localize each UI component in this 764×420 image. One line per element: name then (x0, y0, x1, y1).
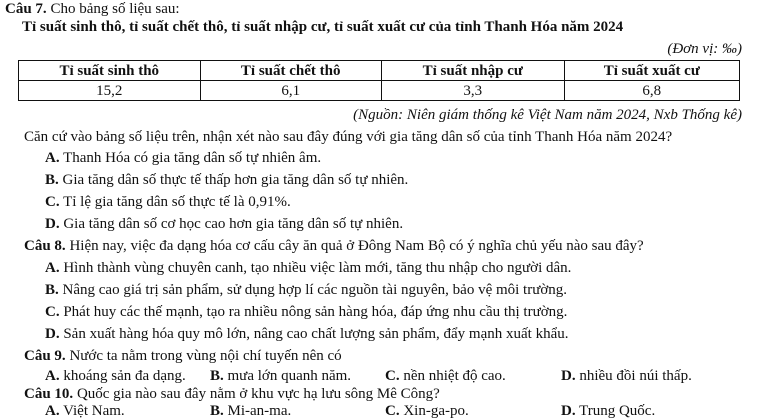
option-letter: C. (45, 194, 60, 210)
table-header-cell: Tỉ suất xuất cư (564, 61, 739, 81)
q7-option-c[interactable] (45, 193, 291, 211)
table-header-row (19, 61, 740, 81)
option-text: Hình thành vùng chuyên canh, tạo nhiều việc làm mới, tăng thu nhập cho người dân. (59, 260, 572, 276)
q7-intro: Cho bảng số liệu sau: (46, 1, 180, 17)
q10-header (24, 385, 440, 403)
q7-header (5, 0, 180, 18)
q9-option-c[interactable] (385, 367, 506, 385)
table-row (19, 81, 740, 101)
option-text: Tỉ lệ gia tăng dân số thực tế là 0,91%. (59, 194, 291, 210)
option-text: mưa lớn quanh năm. (223, 368, 352, 384)
q10-option-c[interactable] (385, 402, 469, 420)
option-text: Phát huy các thế mạnh, tạo ra nhiều nông sản hàng hóa, đáp ứng nhu cầu thị trường. (59, 304, 568, 320)
table-header-cell: Tỉ suất sinh thô (19, 61, 201, 81)
option-text: Sản xuất hàng hóa quy mô lớn, nâng cao chất lượng sản phẩm, đẩy mạnh xuất khẩu. (59, 326, 569, 342)
q10-question: Quốc gia nào sau đây nằm ở khu vực hạ lưu sông Mê Công? (73, 386, 440, 402)
q9-question: Nước ta nằm trong vùng nội chí tuyến nên có (65, 348, 342, 364)
q10-option-a[interactable] (45, 402, 125, 420)
option-text: nhiều đồi núi thấp. (575, 368, 692, 384)
option-text: Việt Nam. (59, 403, 125, 419)
option-letter: D. (561, 403, 576, 419)
option-text: Gia tăng dân số cơ học cao hơn gia tăng dân số tự nhiên. (59, 216, 404, 232)
option-letter: D. (561, 368, 576, 384)
option-text: Nâng cao giá trị sản phẩm, sử dụng hợp lí các nguồn tài nguyên, bảo vệ môi trường. (58, 282, 568, 298)
table-header-cell: Tỉ suất nhập cư (381, 61, 564, 81)
q8-question: Hiện nay, việc đa dạng hóa cơ cấu cây ăn quả ở Đông Nam Bộ có ý nghĩa chủ yếu nào sau đây? (65, 238, 644, 254)
option-letter: B. (45, 172, 59, 188)
q7-question: Căn cứ vào bảng số liệu trên, nhận xét nào sau đây đúng với gia tăng dân số của tỉnh Thanh Hóa năm 2024? (24, 129, 673, 145)
table-header-cell: Tỉ suất chết thô (200, 61, 381, 81)
q7-option-a[interactable] (45, 149, 321, 167)
q7-table-title: Tỉ suất sinh thô, tỉ suất chết thô, tỉ suất nhập cư, tỉ suất xuất cư của tỉnh Thanh Hóa năm 2024 (22, 19, 624, 35)
option-letter: B. (210, 368, 224, 384)
option-letter: D. (45, 216, 60, 232)
q10-option-d[interactable] (561, 402, 655, 420)
option-text: Mi-an-ma. (223, 403, 292, 419)
q8-option-c[interactable] (45, 303, 567, 321)
option-letter: C. (385, 368, 400, 384)
q9-label: Câu 9. (24, 348, 66, 364)
option-letter: B. (45, 282, 59, 298)
q9-option-b[interactable] (210, 367, 351, 385)
table-cell: 3,3 (381, 81, 564, 101)
option-letter: B. (210, 403, 224, 419)
option-letter: A. (45, 150, 60, 166)
q8-header (24, 237, 644, 255)
option-text: Gia tăng dân số thực tế thấp hơn gia tăng dân số tự nhiên. (58, 172, 409, 188)
q10-option-b[interactable] (210, 402, 291, 420)
q7-label: Câu 7. (5, 1, 47, 17)
q8-option-b[interactable] (45, 281, 567, 299)
option-letter: A. (45, 368, 60, 384)
q7-option-d[interactable] (45, 215, 403, 233)
q9-header (24, 347, 342, 365)
q9-option-d[interactable] (561, 367, 692, 385)
option-letter: C. (45, 304, 60, 320)
table-cell: 15,2 (19, 81, 201, 101)
option-text: khoáng sản đa dạng. (59, 368, 186, 384)
option-letter: A. (45, 403, 60, 419)
option-text: nền nhiệt độ cao. (399, 368, 506, 384)
q7-source: (Nguồn: Niên giám thống kê Việt Nam năm 2024, Nxb Thống kê) (353, 107, 742, 123)
option-text: Thanh Hóa có gia tăng dân số tự nhiên âm. (59, 150, 322, 166)
option-text: Trung Quốc. (575, 403, 656, 419)
q8-label: Câu 8. (24, 238, 66, 254)
q7-unit: (Đơn vị: ‰) (667, 41, 742, 57)
q7-data-table (18, 60, 740, 101)
q8-option-d[interactable] (45, 325, 568, 343)
q7-option-b[interactable] (45, 171, 408, 189)
q8-option-a[interactable] (45, 259, 571, 277)
option-letter: D. (45, 326, 60, 342)
option-text: Xin-ga-po. (399, 403, 469, 419)
table-cell: 6,1 (200, 81, 381, 101)
option-letter: A. (45, 260, 60, 276)
q9-option-a[interactable] (45, 367, 186, 385)
q10-label: Câu 10. (24, 386, 74, 402)
table-cell: 6,8 (564, 81, 739, 101)
option-letter: C. (385, 403, 400, 419)
